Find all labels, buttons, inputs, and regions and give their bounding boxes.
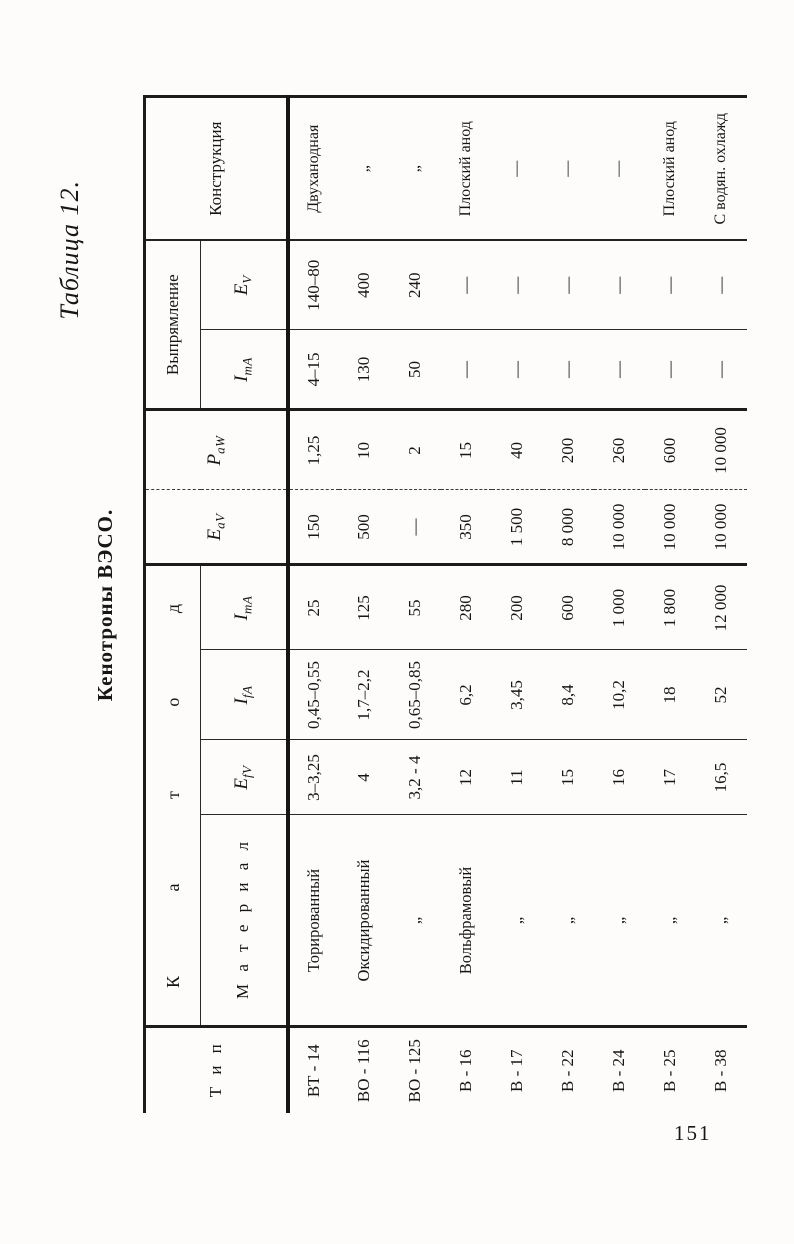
cell-ifa: 52 xyxy=(696,650,747,740)
cell-tip: В - 16 xyxy=(441,1027,492,1113)
efv-subscript: fV xyxy=(239,765,255,778)
table-row xyxy=(492,97,543,1113)
col-header-construction: Конструкция xyxy=(145,97,288,240)
cell-ifa: 18 xyxy=(645,650,696,740)
cell-material: Вольфрамовый xyxy=(441,815,492,1027)
cell-efv: 3,2 - 4 xyxy=(390,740,441,815)
cell-construction: — xyxy=(492,97,543,240)
ifa-symbol: I xyxy=(231,698,253,705)
cell-eav: — xyxy=(390,490,441,565)
cell-tip: В - 22 xyxy=(543,1027,594,1113)
cell-material: Торированный xyxy=(288,815,339,1027)
cell-rect-ima: — xyxy=(492,330,543,410)
cell-efv: 15 xyxy=(543,740,594,815)
rect-ev-symbol: E xyxy=(231,283,253,296)
cell-paw: 15 xyxy=(441,410,492,490)
cell-ima: 12 000 xyxy=(696,565,747,650)
cell-construction: Плоский анод xyxy=(441,97,492,240)
cell-eav: 10 000 xyxy=(594,490,645,565)
cell-paw: 2 xyxy=(390,410,441,490)
cell-tip: В - 38 xyxy=(696,1027,747,1113)
cell-rect-ima: 130 xyxy=(339,330,390,410)
cell-material: „ xyxy=(492,815,543,1027)
rotated-table-block xyxy=(55,97,745,1113)
cell-efv: 16 xyxy=(594,740,645,815)
col-group-rectification: Выпрямление xyxy=(145,240,201,410)
cell-ifa: 0,65–0,85 xyxy=(390,650,441,740)
cell-rect-ev: — xyxy=(543,240,594,330)
cell-rect-ev: — xyxy=(594,240,645,330)
cell-paw: 200 xyxy=(543,410,594,490)
cell-rect-ev: 240 xyxy=(390,240,441,330)
table-row xyxy=(543,97,594,1113)
col-group-cathode: К а т о д xyxy=(145,565,201,1027)
col-header-tip: Т и п xyxy=(145,1027,288,1113)
cell-eav: 350 xyxy=(441,490,492,565)
cell-rect-ev: — xyxy=(441,240,492,330)
cell-eav: 150 xyxy=(288,490,339,565)
cell-construction: Плоский анод xyxy=(645,97,696,240)
cell-eav: 500 xyxy=(339,490,390,565)
cell-construction: Двуханодная xyxy=(288,97,339,240)
cell-material: „ xyxy=(645,815,696,1027)
cell-ima: 200 xyxy=(492,565,543,650)
col-header-eav xyxy=(145,490,288,565)
ima-subscript: mA xyxy=(239,595,255,614)
cell-efv: 16,5 xyxy=(696,740,747,815)
col-header-paw xyxy=(145,410,288,490)
cell-rect-ima: — xyxy=(696,330,747,410)
cell-tip: В - 17 xyxy=(492,1027,543,1113)
page-number: 151 xyxy=(674,1121,712,1145)
table-row xyxy=(288,97,339,1113)
cell-ifa: 8,4 xyxy=(543,650,594,740)
table-row xyxy=(696,97,747,1113)
cell-rect-ev: — xyxy=(696,240,747,330)
cell-rect-ev: 400 xyxy=(339,240,390,330)
table-body xyxy=(288,97,747,1113)
cell-ifa: 3,45 xyxy=(492,650,543,740)
cell-efv: 12 xyxy=(441,740,492,815)
cell-tip: ВО - 116 xyxy=(339,1027,390,1113)
cell-material: Оксидированный xyxy=(339,815,390,1027)
cell-material: „ xyxy=(594,815,645,1027)
cell-paw: 40 xyxy=(492,410,543,490)
cell-eav: 10 000 xyxy=(696,490,747,565)
cell-paw: 1,25 xyxy=(288,410,339,490)
cell-tip: В - 24 xyxy=(594,1027,645,1113)
table-row xyxy=(594,97,645,1113)
cell-ima: 125 xyxy=(339,565,390,650)
eav-subscript: aV xyxy=(211,513,227,529)
cell-rect-ima: — xyxy=(441,330,492,410)
cell-ima: 1 000 xyxy=(594,565,645,650)
cell-eav: 8 000 xyxy=(543,490,594,565)
table-number-label: Таблица 12. xyxy=(55,180,84,320)
cell-construction: „ xyxy=(339,97,390,240)
col-header-material: М а т е р и а л xyxy=(201,815,288,1027)
cell-eav: 10 000 xyxy=(645,490,696,565)
table-title: Кенотроны ВЭСО. xyxy=(93,508,117,702)
cell-construction: „ xyxy=(390,97,441,240)
cell-paw: 260 xyxy=(594,410,645,490)
cell-eav: 1 500 xyxy=(492,490,543,565)
cell-efv: 4 xyxy=(339,740,390,815)
eav-symbol: E xyxy=(203,528,225,541)
cell-rect-ima: 50 xyxy=(390,330,441,410)
cell-ima: 600 xyxy=(543,565,594,650)
rect-ima-symbol: I xyxy=(231,375,253,382)
ima-symbol: I xyxy=(231,614,253,621)
col-header-ima xyxy=(201,565,288,650)
cell-construction: — xyxy=(594,97,645,240)
cell-efv: 17 xyxy=(645,740,696,815)
cell-tip: ВТ - 14 xyxy=(288,1027,339,1113)
cell-ima: 280 xyxy=(441,565,492,650)
col-header-rect-ev xyxy=(201,240,288,330)
cell-paw: 10 xyxy=(339,410,390,490)
cell-ifa: 10,2 xyxy=(594,650,645,740)
cell-material: „ xyxy=(696,815,747,1027)
cell-ifa: 6,2 xyxy=(441,650,492,740)
col-header-ifa xyxy=(201,650,288,740)
cell-ifa: 0,45–0,55 xyxy=(288,650,339,740)
cell-rect-ev: 140–80 xyxy=(288,240,339,330)
table-header xyxy=(145,97,288,1113)
cell-rect-ev: — xyxy=(492,240,543,330)
paw-symbol: P xyxy=(203,453,225,466)
paw-subscript: aW xyxy=(211,435,227,454)
col-header-rect-ima xyxy=(201,330,288,410)
cell-rect-ima: — xyxy=(543,330,594,410)
cell-ifa: 1,7–2,2 xyxy=(339,650,390,740)
cell-rect-ima: 4–15 xyxy=(288,330,339,410)
cell-efv: 11 xyxy=(492,740,543,815)
rect-ima-subscript: mA xyxy=(239,357,255,376)
cell-tip: ВО - 125 xyxy=(390,1027,441,1113)
caption-area xyxy=(55,97,143,1113)
cell-tip: В - 25 xyxy=(645,1027,696,1113)
cell-rect-ima: — xyxy=(594,330,645,410)
rect-ev-subscript: V xyxy=(239,275,255,284)
cell-ima: 1 800 xyxy=(645,565,696,650)
cell-ima: 25 xyxy=(288,565,339,650)
cell-material: „ xyxy=(543,815,594,1027)
table-row xyxy=(390,97,441,1113)
efv-symbol: E xyxy=(231,777,253,790)
table-row xyxy=(645,97,696,1113)
cell-paw: 600 xyxy=(645,410,696,490)
col-header-efv xyxy=(201,740,288,815)
table-row xyxy=(339,97,390,1113)
ifa-subscript: fA xyxy=(239,685,255,699)
kenotron-spec-table xyxy=(143,95,747,1113)
cell-material: „ xyxy=(390,815,441,1027)
cell-rect-ev: — xyxy=(645,240,696,330)
cell-construction: С водян. охлажд xyxy=(696,97,747,240)
cell-paw: 10 000 xyxy=(696,410,747,490)
cell-rect-ima: — xyxy=(645,330,696,410)
table-row xyxy=(441,97,492,1113)
cell-efv: 3–3,25 xyxy=(288,740,339,815)
cell-ima: 55 xyxy=(390,565,441,650)
cell-construction: — xyxy=(543,97,594,240)
